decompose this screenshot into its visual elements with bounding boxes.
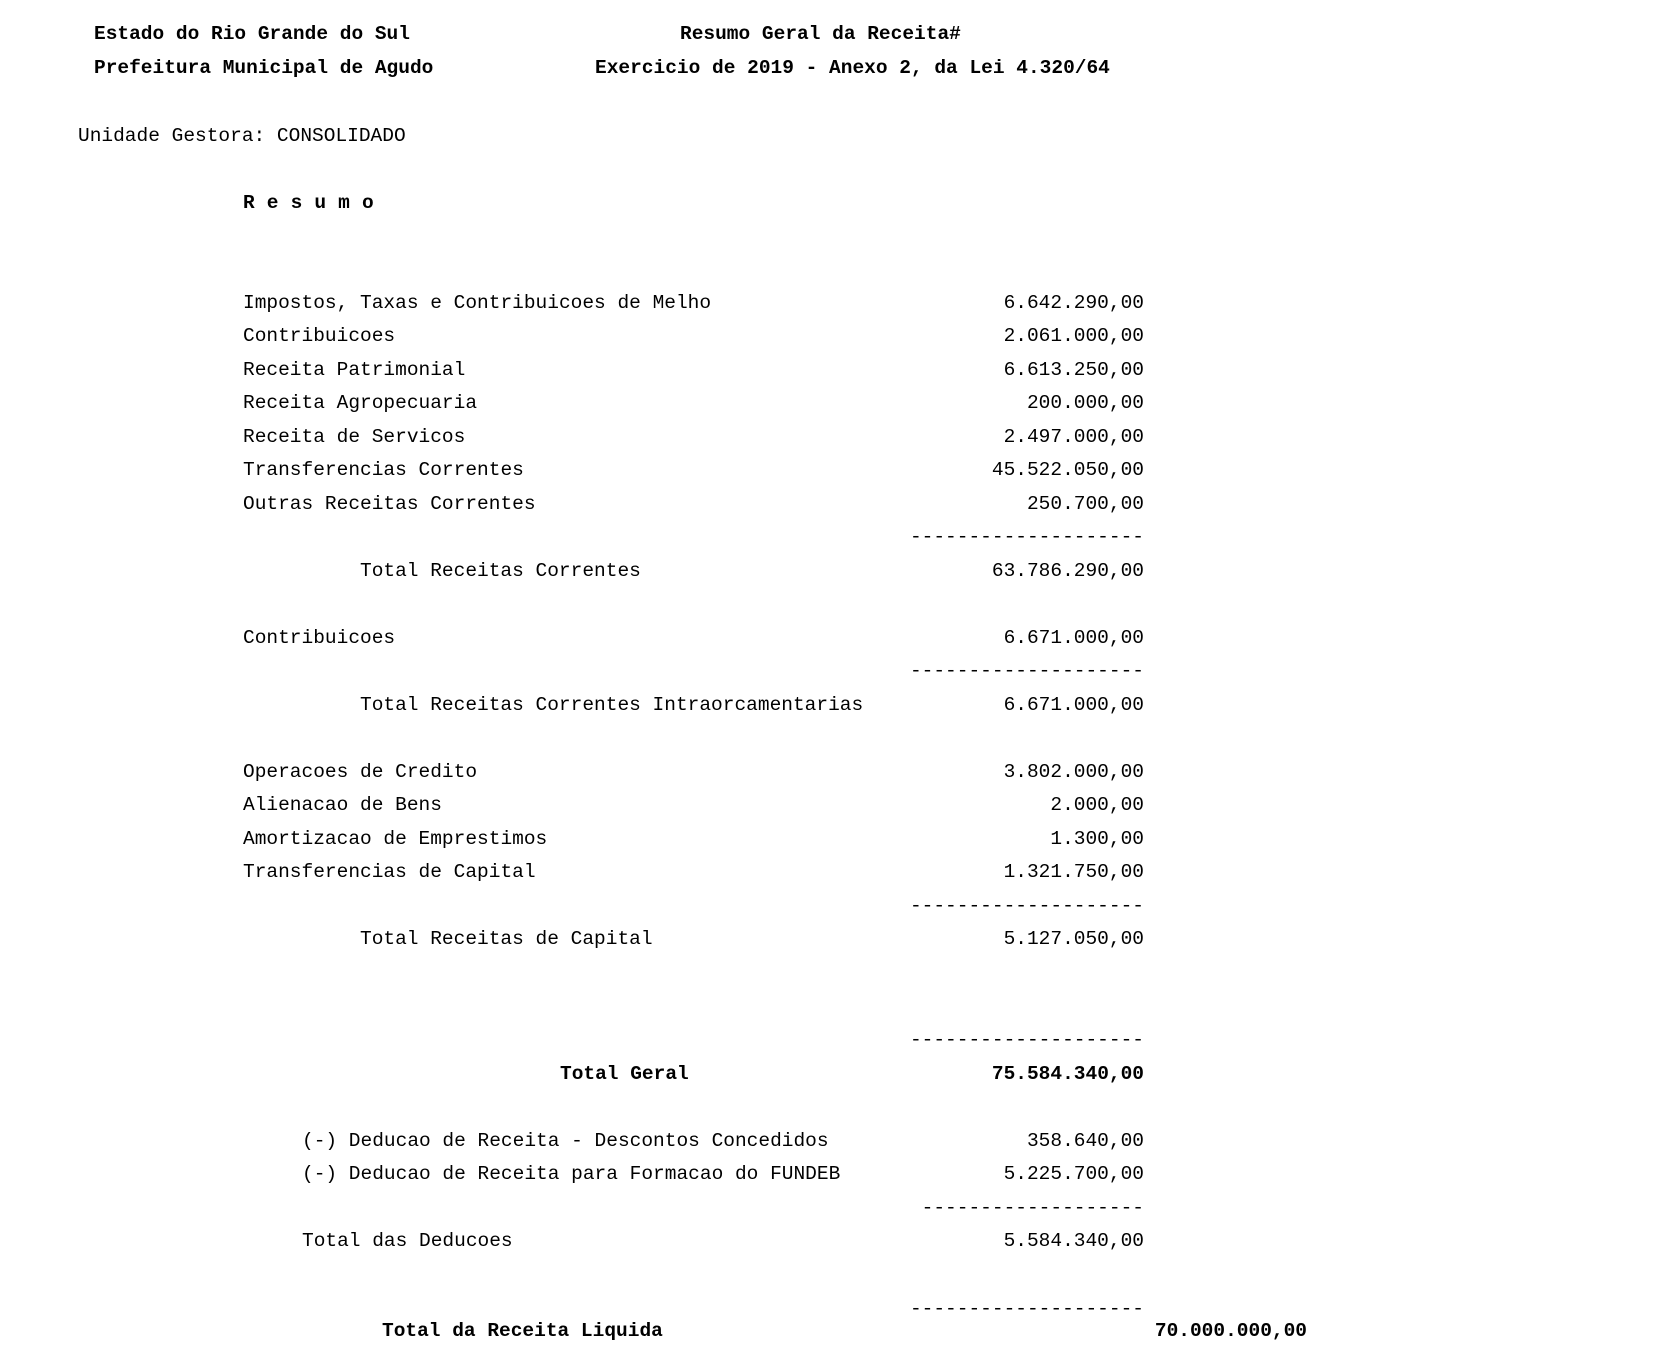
row-value: 3.802.000,00 xyxy=(1003,761,1144,783)
row-label: Operacoes de Credito xyxy=(243,761,478,783)
row-label: Receita de Servicos xyxy=(243,426,466,448)
deduction-label: (-) Deducao de Receita para Formacao do FUNDEB xyxy=(302,1163,841,1185)
separator: -------------------- xyxy=(909,526,1144,548)
row-label: Amortizacao de Emprestimos xyxy=(243,828,548,850)
row-label: Alienacao de Bens xyxy=(243,794,442,816)
total-label: Total Receitas Correntes xyxy=(360,560,641,582)
total-label: Total Receitas de Capital xyxy=(360,928,653,950)
row-label: Receita Agropecuaria xyxy=(243,392,478,414)
deduction-label: (-) Deducao de Receita - Descontos Concedidos xyxy=(302,1130,829,1152)
separator: -------------------- xyxy=(909,660,1144,682)
separator: -------------------- xyxy=(909,1298,1144,1320)
receita-liquida-value: 70.000.000,00 xyxy=(1154,1320,1307,1342)
row-value: 1.300,00 xyxy=(1050,828,1144,850)
row-label: Contribuicoes xyxy=(243,325,396,347)
section-title: Resumo xyxy=(243,192,386,214)
report-title: Resumo Geral da Receita# xyxy=(680,23,961,45)
header-state: Estado do Rio Grande do Sul xyxy=(94,23,410,45)
total-label: Total Receitas Correntes Intraorcamentarias xyxy=(360,694,864,716)
separator: -------------------- xyxy=(909,895,1144,917)
deductions-total-value: 5.584.340,00 xyxy=(1003,1230,1144,1252)
unidade-gestora: Unidade Gestora: CONSOLIDADO xyxy=(78,125,406,147)
row-value: 45.522.050,00 xyxy=(991,459,1144,481)
row-value: 6.671.000,00 xyxy=(1003,627,1144,649)
row-value: 200.000,00 xyxy=(1026,392,1144,414)
separator: -------------------- xyxy=(909,1029,1144,1051)
separator: ------------------- xyxy=(921,1197,1144,1219)
row-value: 250.700,00 xyxy=(1026,493,1144,515)
row-label: Transferencias Correntes xyxy=(243,459,524,481)
total-value: 5.127.050,00 xyxy=(1003,928,1144,950)
deduction-value: 358.640,00 xyxy=(1026,1130,1144,1152)
total-geral-label: Total Geral xyxy=(560,1063,689,1085)
row-label: Impostos, Taxas e Contribuicoes de Melho xyxy=(243,292,712,314)
row-value: 6.642.290,00 xyxy=(1003,292,1144,314)
row-value: 2.061.000,00 xyxy=(1003,325,1144,347)
row-label: Outras Receitas Correntes xyxy=(243,493,536,515)
header-municipality: Prefeitura Municipal de Agudo xyxy=(94,57,434,79)
deductions-total-label: Total das Deducoes xyxy=(302,1230,513,1252)
total-value: 6.671.000,00 xyxy=(1003,694,1144,716)
deduction-value: 5.225.700,00 xyxy=(1003,1163,1144,1185)
row-label: Transferencias de Capital xyxy=(243,861,536,883)
row-value: 6.613.250,00 xyxy=(1003,359,1144,381)
row-label: Contribuicoes xyxy=(243,627,396,649)
total-geral-value: 75.584.340,00 xyxy=(991,1063,1144,1085)
receita-liquida-label: Total da Receita Liquida xyxy=(382,1320,663,1342)
row-label: Receita Patrimonial xyxy=(243,359,466,381)
row-value: 2.497.000,00 xyxy=(1003,426,1144,448)
total-value: 63.786.290,00 xyxy=(991,560,1144,582)
row-value: 1.321.750,00 xyxy=(1003,861,1144,883)
row-value: 2.000,00 xyxy=(1050,794,1144,816)
report-subtitle: Exercicio de 2019 - Anexo 2, da Lei 4.320/64 xyxy=(595,57,1110,79)
